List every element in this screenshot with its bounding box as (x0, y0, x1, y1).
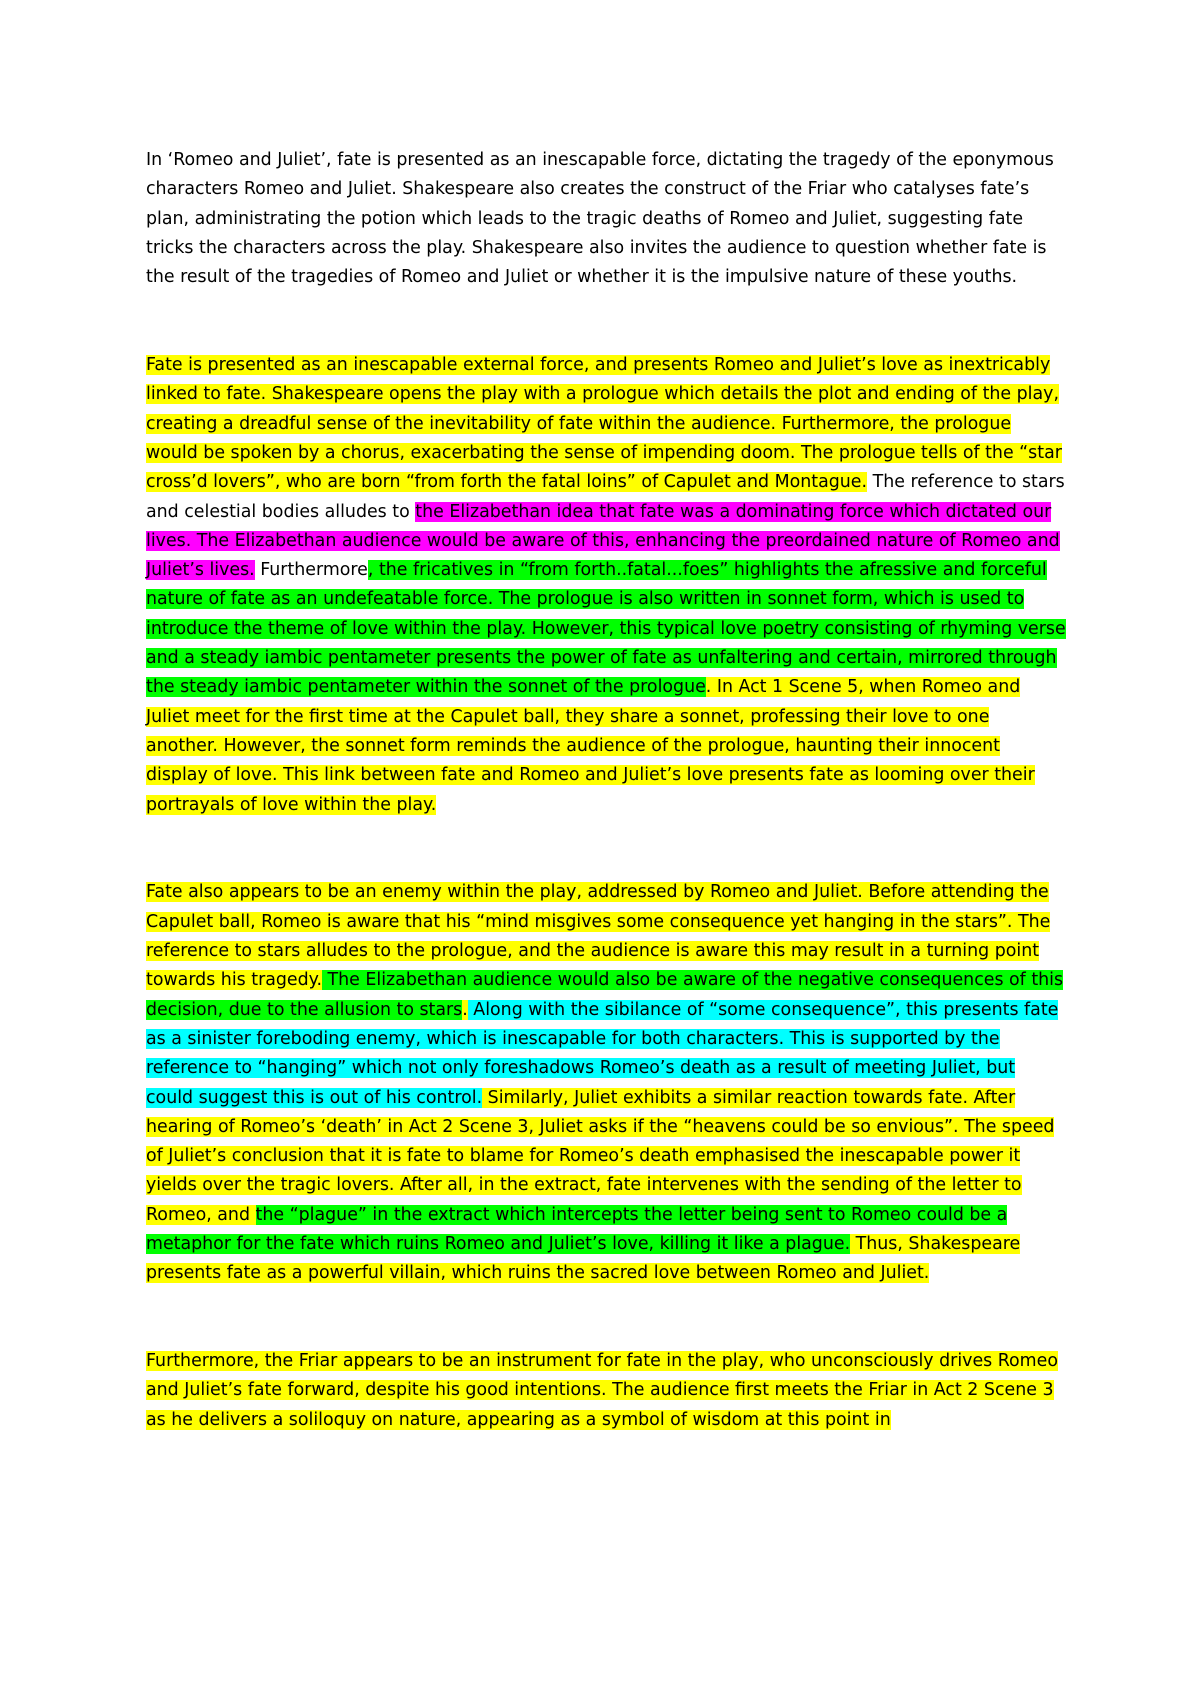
paragraph-friar-instrument (146, 1347, 1066, 1435)
cyan-highlight: Along with the sibilance of “some consequence”, this presents fate as a sinister foreboding enemy, which is inescapable for both characters. This is supported by the reference to “hanging” which not only foreshadows Romeo’s death as a result of meeting Juliet, but could suggest this is out of his control. (146, 999, 1059, 1108)
paragraph-fate-enemy (146, 878, 1066, 1288)
text-segment: In ‘Romeo and Juliet’, fate is presented as an inescapable force, dictating the tragedy of the eponymous characters Romeo and Juliet. Shakespeare also creates the construct of the Friar who catalyses fate’s plan, administrating the potion which leads to the tragic deaths of Romeo and Juliet, suggesting fate tricks the characters across the play. Shakespeare also invites the audience to question whether fate is the result of the tragedies of Romeo and Juliet or whether it is the impulsive nature of these youths. (146, 150, 1054, 288)
yellow-highlight: Fate also appears to be an enemy within the play, addressed by Romeo and Juliet. Before attending the Capulet ball, Romeo is aware that his “mind misgives some consequence yet hanging in the stars”. The reference to stars alludes to the prologue, and the audience is aware this may result in a turning point towards his tragedy. (146, 882, 1051, 991)
yellow-highlight: Similarly, Juliet exhibits a similar reaction towards fate. After hearing of Romeo’s ‘death’ in Act 2 Scene 3, Juliet asks if the “heavens could be so envious”. The speed of Juliet’s conclusion that it is fate to blame for Romeo’s death emphasised the inescapable power it yields over the tragic lovers. After all, in the extract, fate intervenes with the sending of the letter to Romeo, and (146, 1087, 1055, 1225)
green-highlight: the “plague” in the extract which intercepts the letter being sent to Romeo could be a metaphor for the fate which ruins Romeo and Juliet’s love, killing it like a plague. (146, 1204, 1008, 1254)
yellow-highlight: Furthermore, the Friar appears to be an instrument for fate in the play, who unconsciously drives Romeo and Juliet’s fate forward, despite his good intentions. The audience first meets the Friar in Act 2 Scene 3 as he delivers a soliloquy on nature, appearing as a symbol of wisdom at this point in (146, 1351, 1058, 1430)
yellow-highlight: . In Act 1 Scene 5, when Romeo and Juliet meet for the first time at the Capulet ball, they share a sonnet, professing their love to one another. However, the sonnet form reminds the audience of the prologue, haunting their innocent display of love. This link between fate and Romeo and Juliet’s love presents fate as looming over their portrayals of love within the play. (146, 677, 1035, 815)
paragraph-spacer (146, 292, 1066, 351)
paragraph-spacer (146, 820, 1066, 879)
text-segment: The reference to stars and celestial bodies alludes to (146, 472, 1065, 522)
magenta-highlight: the Elizabethan idea that fate was a dominating force which dictated our lives. The Elizabethan audience would be aware of this, enhancing the preordained nature of Romeo and Juliet’s lives. (146, 501, 1060, 581)
yellow-highlight: Thus, Shakespeare presents fate as a powerful villain, which ruins the sacred love between Romeo and Juliet. (146, 1233, 1021, 1284)
paragraph-introduction (146, 146, 1066, 292)
paragraph-fate-external-force (146, 351, 1066, 820)
text-segment: Furthermore (254, 560, 368, 581)
yellow-highlight: Fate is presented as an inescapable external force, and presents Romeo and Juliet’s love as inextricably linked to fate. Shakespeare opens the play with a prologue which details the plot and ending of the play, creating a dreadful sense of the inevitability of fate within the audience. Furthermore, the prologue would be spoken by a chorus, exacerbating the sense of impending doom. The prologue tells of the “star cross’d lovers”, who are born “from forth the fatal loins” of Capulet and Montague. (146, 355, 1062, 493)
green-highlight: , the fricatives in “from forth..fatal...foes” highlights the afressive and forceful nature of fate as an undefeatable force. The prologue is also written in sonnet form, which is used to introduce the theme of love within the play. However, this typical love poetry consisting of rhyming verse and a steady iambic pentameter presents the power of fate as unfaltering and certain, mirrored through the steady iambic pentameter within the sonnet of the prologue (146, 560, 1066, 698)
yellow-highlight: . (462, 999, 468, 1020)
paragraph-spacer (146, 1289, 1066, 1348)
green-highlight: The Elizabethan audience would also be aware of the negative consequences of this decision, due to the allusion to stars (146, 970, 1064, 1020)
document-page (146, 146, 1066, 1435)
